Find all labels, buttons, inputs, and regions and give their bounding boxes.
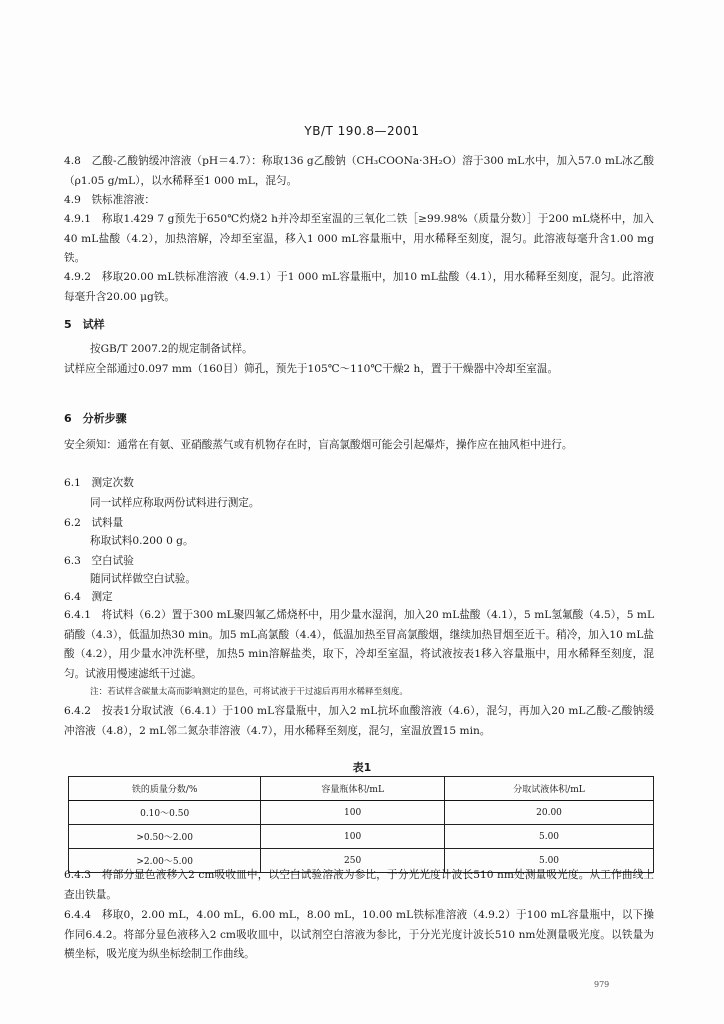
table-cell: 100 [261, 801, 445, 825]
clause-4-9-1: 4.9.1 称取1.429 7 g预先于650℃灼烧2 h并冷却至室温的三氧化二铁［≥99.98%（质量分数）］于200 mL烧杯中，加入40 mL盐酸（4.2），加热溶解，冷却至室温，移入1 000 mL容量瓶中，用水稀释至刻度，混匀。此溶液每毫升含1.00 mg铁。 [64, 213, 654, 264]
table-header-cell: 铁的质量分数/% [69, 777, 261, 801]
clause-6-4-title: 6.4 测定 [64, 591, 113, 603]
table-cell: 100 [261, 825, 445, 849]
table-cell: 20.00 [445, 801, 654, 825]
table-cell: >0.50～2.00 [69, 825, 261, 849]
table-header-cell: 分取试液体积/mL [445, 777, 654, 801]
section-5-para-1: 按GB/T 2007.2的规定制备试样。 [90, 343, 253, 355]
clause-6-1-title: 6.1 测定次数 [64, 477, 134, 489]
section-5-title: 5 试样 [64, 318, 105, 331]
table-header-row [69, 777, 654, 801]
clause-6-1-text: 同一试样应称取两份试料进行测定。 [90, 497, 260, 509]
clause-6-4-2: 6.4.2 按表1分取试液（6.4.1）于100 mL容量瓶中，加入2 mL抗坏血酸溶液（4.6），混匀，再加入20 mL乙酸-乙酸钠缓冲溶液（4.8），2 mL邻二氮杂菲溶液（4.7），用水稀释至刻度，混匀，室温放置15 min。 [64, 705, 654, 737]
table-row [69, 801, 654, 825]
table-row [69, 825, 654, 849]
table-caption: 表1 [352, 761, 372, 774]
clause-6-4-3: 6.4.3 将部分显色液移入2 cm吸收皿中，以空白试验溶液为参比，于分光光度计波长510 nm处测量吸光度。从工作曲线上查出铁量。 [64, 869, 654, 901]
table-cell: 250 [261, 849, 445, 873]
clause-6-2-text: 称取试料0.200 0 g。 [90, 535, 194, 547]
clause-6-4-4: 6.4.4 移取0，2.00 mL，4.00 mL，6.00 mL，8.00 mL，10.00 mL铁标准溶液（4.9.2）于100 mL容量瓶中，以下操作同6.4.2。将部分显色液移入2 cm吸收皿中，以试剂空白溶液为参比，于分光光度计波长510 nm处测量吸光度。以铁量为横坐标，吸光度为纵坐标绘制工作曲线。 [64, 909, 654, 960]
table-cell: >2.00～5.00 [69, 849, 261, 873]
table-header-cell: 容量瓶体积/mL [261, 777, 445, 801]
table-cell: 5.00 [445, 825, 654, 849]
page-number: 979 [594, 980, 610, 989]
clause-4-9-2: 4.9.2 移取20.00 mL铁标准溶液（4.9.1）于1 000 mL容量瓶中，加10 mL盐酸（4.1），用水稀释至刻度，混匀。此溶液每毫升含20.00 μg铁。 [64, 271, 654, 303]
clause-6-4-1: 6.4.1 将试料（6.2）置于300 mL聚四氟乙烯烧杯中，用少量水湿润，加入20 mL盐酸（4.1），5 mL氢氟酸（4.5），5 mL硝酸（4.3），低温加热30 min。加5 mL高氯酸（4.4），低温加热至冒高氯酸烟，继续加热冒烟至近干。稍冷，加入10 mL盐酸（4.2），用少量水冲洗杯壁，加热5 min溶解盐类，取下，冷却至室温，将试液按表1移入容量瓶中，用水稀释至刻度，混匀。试液用慢速滤纸干过滤。 [64, 609, 654, 680]
table-1 [68, 776, 654, 873]
section-5-para-2: 试样应全部通过0.097 mm（160目）筛孔，预先于105℃～110℃干燥2 h，置于干燥器中冷却至室温。 [64, 363, 559, 375]
section-6-title: 6 分析步骤 [64, 412, 127, 425]
table-cell: 5.00 [445, 849, 654, 873]
clause-4-8: 4.8 乙酸-乙酸钠缓冲溶液（pH＝4.7）：称取136 g乙酸钠（CH₃COONa·3H₂O）溶于300 mL水中，加入57.0 mL冰乙酸（ρ1.05 g/mL），以水稀释至1 000 mL，混匀。 [64, 155, 654, 187]
clause-4-9: 4.9 铁标准溶液： [64, 194, 156, 206]
table-cell: 0.10～0.50 [69, 801, 261, 825]
note: 注：若试样含碳量太高而影响测定的显色，可将试液于干过滤后再用水稀释至刻度。 [90, 687, 408, 697]
standard-header: YB/T 190.8—2001 [304, 124, 420, 138]
safety-note: 安全须知：通常在有氨、亚硝酸蒸气或有机物存在时，盲高氯酸烟可能会引起爆炸，操作应在抽风柜中进行。 [64, 439, 573, 451]
clause-6-3-title: 6.3 空白试验 [64, 555, 134, 567]
clause-6-3-text: 随同试样做空白试验。 [90, 573, 196, 585]
clause-6-2-title: 6.2 试料量 [64, 517, 124, 529]
